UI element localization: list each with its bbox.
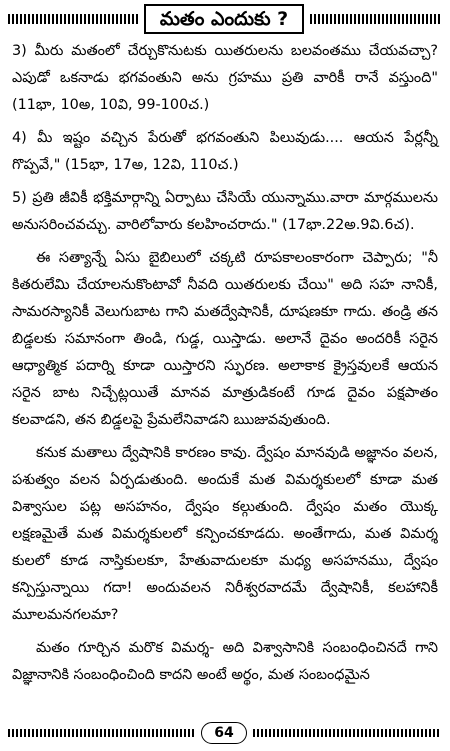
page-body	[12, 38, 438, 695]
body-paragraph: ఈ సత్యాన్నే ఏసు బైబిలులో చక్కటి రూపకాలంకారంగా చెప్పారు; "నీ కితరులేమి చేయాలనుకొంటావో నీవది యితరులకు చేయి" అది సహ నానికీ, సామరస్యానికీ వెలుగుబాట గాని మతద్వేషానికీ, దూషణకూ గాదు. తండ్రి తన బిడ్డలకు సమానంగా తిండి, గుడ్డ, యిస్తాడు. అలానే దైవం అందరికీ సరైన ఆధ్యాత్మిక పదార్ని కూడా యిస్తారని స్ఫురణ. అలాకాక క్రైస్తవులకే ఆయన సరైన బాట నిచ్చేట్లయితే మానవ మాత్రుడికంటే గూడ దైవం పక్షపాతం కలవాడని, తన బిడ్డలపై ప్రేమలేనివాడని ఋజువవుతుంది.	[12, 250, 438, 428]
header-rule-right	[310, 14, 440, 24]
body-paragraph: మతం గూర్చిన మరొక విమర్శ- అది విశ్వాసానికి సంబంధించినదే గాని విజ్ఞానానికి సంబంధించింది కాదని అంటే అర్థం, మత సంబంధమైన	[12, 640, 438, 683]
header-rule-left	[8, 14, 138, 24]
body-paragraph: కనుక మతాలు ద్వేషానికి కారణం కావు. ద్వేషం మానవుడి అజ్ఞానం వలన, పశుత్వం వలన ఏర్పడుతుంది. అందుకే మత విమర్శకులలో కూడా మత విశ్వాసుల పట్ల అసహనం, ద్వేషం కల్గుతుంది. ద్వేషం మతం యొక్క లక్షణమైతే మత విమర్శకులలో కన్పించకూడదు. అంతేగాదు, మత విమర్శ కులలో కూడ నాస్తికులకూ, హేతువాదులకూ మధ్య అసహనము, ద్వేషం కన్పిస్తున్నాయి గదా! అందువలన నిరీశ్వరవాదమే ద్వేషానికీ, కలహానికీ మూలమనగలమా?	[12, 445, 438, 623]
page-title: మతం ఎందుకు ?	[144, 4, 304, 34]
page-header	[8, 4, 440, 34]
quote-paragraph-5: 5) ప్రతి జీవికీ భక్తిమార్గాన్ని ఏర్పాటు చేసియే యున్నాము.వారా మార్గములను అనుసరించవచ్చు. వారిలోవారు కలహించరాదు." (17భా.22అ.9వి.6చ).	[12, 190, 438, 233]
quote-paragraph-3: 3) మీరు మతంలో చేర్చుకొనుటకు యితరులను బలవంతము చేయవచ్చా? ఎపుడో ఒకనాడు భగవంతుని అను గ్రహము ప్రతి వారికీ రానే వస్తుంది" (11భా, 10అ, 10వి, 99-100చ.)	[12, 43, 438, 113]
page-number: 64	[201, 722, 246, 744]
footer-rule-right	[253, 729, 440, 737]
page-footer	[8, 720, 440, 746]
quote-paragraph-4: 4) మీ ఇష్టం వచ్చిన పేరుతో భగవంతుని పిలువుడు.... ఆయన పేర్లన్నీ గొప్పవే," (15భా, 17అ, 12వి, 110చ.)	[12, 130, 438, 173]
footer-rule-left	[8, 729, 195, 737]
